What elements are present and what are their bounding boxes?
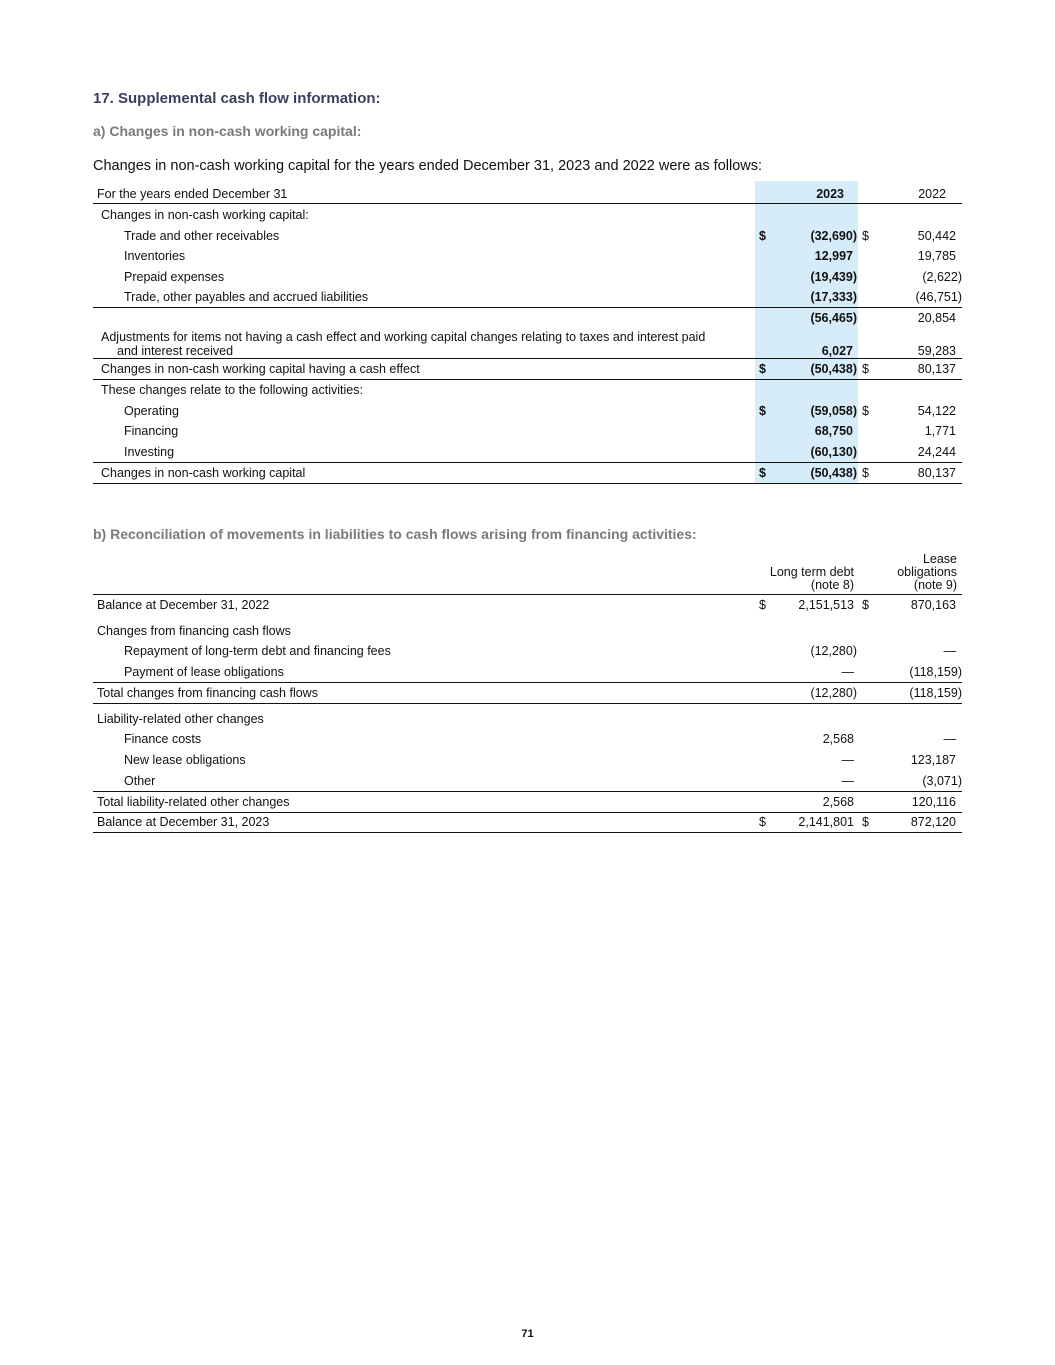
value-2023: (17,333)	[810, 290, 857, 304]
value-long-term-debt: 2,151,513	[798, 598, 854, 612]
dollar-sign: $	[759, 362, 766, 376]
row-label: These changes relate to the following activities:	[101, 383, 363, 397]
highlight-column-2023	[755, 181, 858, 484]
dollar-sign: $	[759, 404, 766, 418]
rule	[93, 203, 962, 204]
row-label: Balance at December 31, 2023	[97, 815, 270, 829]
dollar-sign: $	[759, 229, 766, 243]
row-label: Balance at December 31, 2022	[97, 598, 270, 612]
financing-reconciliation-table	[93, 552, 962, 834]
row-label-continued: and interest received	[117, 344, 234, 358]
dollar-sign: $	[862, 815, 869, 829]
dollar-sign: $	[862, 598, 869, 612]
value-2023: 6,027	[821, 344, 853, 358]
value-long-term-debt: 2,568	[822, 732, 854, 746]
rule	[93, 462, 962, 463]
dollar-sign: $	[862, 362, 869, 376]
value-2023: (59,058)	[810, 404, 857, 418]
rule	[93, 483, 962, 484]
header-lease: Lease	[922, 552, 957, 566]
part-a-heading: a) Changes in non-cash working capital:	[93, 123, 362, 139]
value-lease: 120,116	[911, 795, 956, 809]
row-label: Changes in non-cash working capital:	[101, 208, 309, 222]
value-2022: 54,122	[917, 404, 956, 418]
row-label: Operating	[124, 404, 179, 418]
value-2023: (50,438)	[810, 362, 857, 376]
value-2022: 59,283	[917, 344, 956, 358]
row-label: Repayment of long-term debt and financing fees	[124, 644, 391, 658]
part-b-heading: b) Reconciliation of movements in liabilities to cash flows arising from financing activities:	[93, 526, 697, 542]
dollar-sign: $	[759, 598, 766, 612]
row-label: Trade, other payables and accrued liabilities	[124, 290, 369, 304]
header-note-8: (note 8)	[810, 578, 854, 592]
dollar-sign: $	[862, 466, 869, 480]
value-lease: (118,159)	[909, 665, 962, 679]
value-2023: (56,465)	[810, 311, 857, 325]
row-label: Total liability-related other changes	[97, 795, 290, 809]
value-lease: (118,159)	[909, 686, 962, 700]
value-long-term-debt: 2,141,801	[798, 815, 854, 829]
rule	[93, 832, 962, 833]
rule	[93, 358, 962, 359]
rule	[93, 703, 962, 704]
value-long-term-debt: —	[841, 665, 854, 679]
value-2022: 80,137	[917, 362, 956, 376]
header-long-term-debt: Long term debt	[769, 565, 854, 579]
row-label: Liability-related other changes	[97, 712, 264, 726]
working-capital-table	[93, 181, 962, 484]
row-label: Total changes from financing cash flows	[97, 686, 318, 700]
value-2022: (46,751)	[915, 290, 962, 304]
value-2022: 19,785	[917, 249, 956, 263]
value-long-term-debt: 2,568	[822, 795, 854, 809]
rule	[93, 379, 962, 380]
value-lease: 123,187	[910, 753, 956, 767]
row-label: Trade and other receivables	[124, 229, 280, 243]
value-2023: (19,439)	[810, 270, 857, 284]
row-label: Investing	[124, 445, 175, 459]
row-label: Adjustments for items not having a cash effect and working capital changes relating to taxes and interest paid	[101, 330, 706, 344]
page-number: 71	[521, 1328, 534, 1340]
value-2022: 1,771	[924, 424, 956, 438]
header-2022: 2022	[918, 187, 946, 201]
value-long-term-debt: —	[841, 774, 854, 788]
header-label: For the years ended December 31	[97, 187, 288, 201]
row-label: Payment of lease obligations	[124, 665, 284, 679]
value-2023: (60,130)	[810, 445, 857, 459]
value-lease: —	[943, 732, 956, 746]
rule	[93, 682, 962, 683]
rule	[93, 791, 962, 792]
value-2023: 12,997	[814, 249, 853, 263]
dollar-sign: $	[862, 229, 869, 243]
row-label: Inventories	[124, 249, 186, 263]
row-label: Finance costs	[124, 732, 202, 746]
value-2022: 20,854	[917, 311, 956, 325]
value-long-term-debt: (12,280)	[810, 686, 857, 700]
row-label: Changes from financing cash flows	[97, 624, 291, 638]
value-2022: (2,622)	[922, 270, 962, 284]
header-2023: 2023	[816, 187, 844, 201]
section-title: 17. Supplemental cash flow information:	[93, 90, 381, 107]
value-2022: 24,244	[917, 445, 956, 459]
value-long-term-debt: (12,280)	[810, 644, 857, 658]
dollar-sign: $	[759, 466, 766, 480]
rule	[93, 307, 962, 308]
row-label: Changes in non-cash working capital having a cash effect	[101, 362, 420, 376]
value-lease: 872,120	[910, 815, 956, 829]
header-obligations: obligations	[897, 565, 957, 579]
part-a-intro: Changes in non-cash working capital for the years ended December 31, 2023 and 2022 were as follows:	[93, 158, 763, 174]
row-label: Financing	[124, 424, 179, 438]
row-label: Prepaid expenses	[124, 270, 225, 284]
value-2023: (50,438)	[810, 466, 857, 480]
value-2022: 50,442	[917, 229, 956, 243]
row-label: Other	[124, 774, 156, 788]
row-label: New lease obligations	[124, 753, 246, 767]
dollar-sign: $	[759, 815, 766, 829]
value-lease: 870,163	[910, 598, 956, 612]
value-2023: 68,750	[814, 424, 853, 438]
value-lease: (3,071)	[922, 774, 962, 788]
rule	[93, 812, 962, 813]
header-note-9: (note 9)	[913, 578, 957, 592]
dollar-sign: $	[862, 404, 869, 418]
value-long-term-debt: —	[841, 753, 854, 767]
value-lease: —	[943, 644, 956, 658]
rule	[93, 594, 962, 595]
value-2023: (32,690)	[810, 229, 857, 243]
value-2022: 80,137	[917, 466, 956, 480]
row-label: Changes in non-cash working capital	[101, 466, 306, 480]
